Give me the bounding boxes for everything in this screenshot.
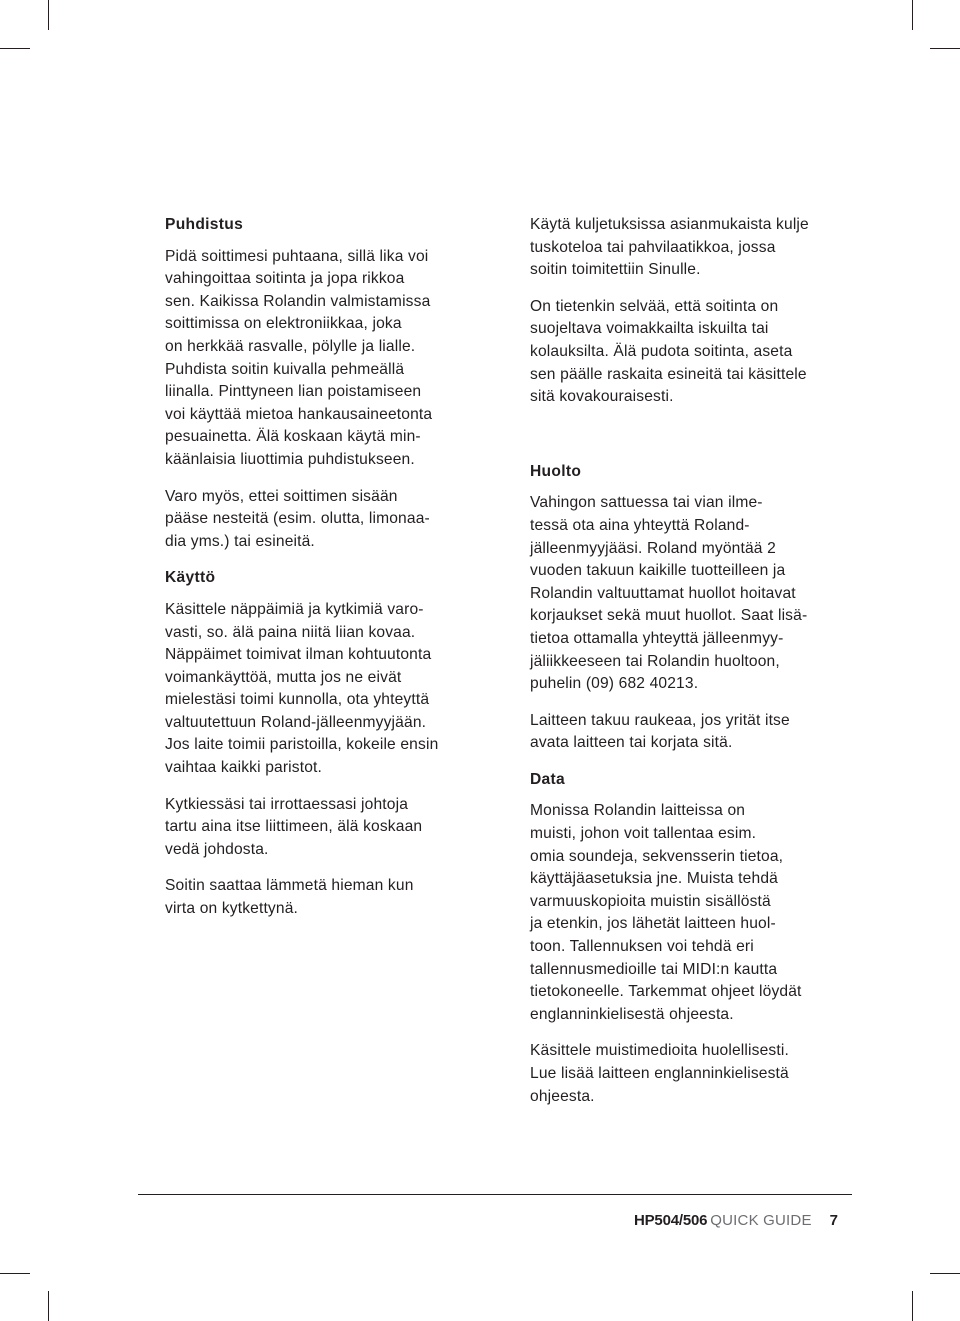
text-line: pesuainetta. Älä koskaan käytä min- [165,428,421,446]
right-column [530,214,860,1108]
text-line: sen. Kaikissa Rolandin valmistamissa [165,292,431,310]
text-line: vuoden takuun kaikille tuotteilleen ja [530,562,786,580]
section-kaytto [165,567,495,920]
text-line: Käytä kuljetuksissa asianmukaista kulje [530,216,809,233]
text-line: jälleenmyyjääsi. Roland myöntää 2 [530,539,776,557]
footer-model: HP504/506 [634,1212,708,1229]
text-line: Pidä soittimesi puhtaana, sillä lika voi [165,247,429,265]
text-line: virta on kytkettynä. [165,900,299,918]
text-line: soitin toimitettiin Sinulle. [530,261,701,279]
text-line: voimankäyttöä, mutta jos ne eivät [165,668,402,686]
text-line: tuskoteloa tai pahvilaatikkoa, jossa [530,238,776,256]
text-line: ja etenkin, jos lähetät laitteen huol- [530,915,776,933]
text-line: suojeltava voimakkailta iskuilta tai [530,320,769,338]
text-line: vasti, so. älä paina niitä liian kovaa. [165,623,416,641]
text-line: kolauksilta. Älä pudota soitinta, aseta [530,342,793,360]
text-line: vaihtaa kaikki paristot. [165,759,323,777]
section-data [530,769,860,1108]
text-line: Jos laite toimii paristoilla, kokeile ensin [165,736,439,754]
paragraph [165,486,495,554]
text-line: tietoa ottamalla yhteyttä jälleenmyy- [530,629,784,647]
section-heading: Huolto [530,462,582,480]
text-line: muisti, johon voit tallentaa esim. [530,825,757,843]
text-line: Laitteen takuu raukeaa, jos yrität itse [530,711,790,729]
text-line: ohjeesta. [530,1087,595,1105]
text-line: puhelin (09) 682 40213. [530,675,699,693]
section-huolto [530,461,860,755]
text-line: käyttäjäasetuksia jne. Muista tehdä [530,870,778,888]
paragraph [530,492,860,695]
text-line: soittimissa on elektroniikkaa, joka [165,315,402,333]
crop-mark [48,0,49,30]
crop-mark [48,1291,49,1321]
text-line: englanninkielisestä ohjeesta. [530,1005,734,1023]
page-number: 7 [829,1212,838,1229]
text-line: Varo myös, ettei soittimen sisään [165,487,398,505]
text-line: sen päälle raskaita esineitä tai käsittele [530,365,807,383]
text-line: Käsittele näppäimiä ja kytkimiä varo- [165,600,424,618]
text-line: sitä kovakouraisesti. [530,388,674,406]
paragraph [530,214,860,282]
text-line: tessä ota aina yhteyttä Roland- [530,516,750,534]
text-line: tartu aina itse liittimeen, älä koskaan [165,818,423,836]
text-line: jäliikkeeseen tai Rolandin huoltoon, [530,652,780,670]
section-heading: Puhdistus [165,216,244,233]
paragraph [165,794,495,862]
crop-mark [930,48,960,49]
text-line: on herkkää rasvalle, pölylle ja lialle. [165,337,416,355]
text-line: Näppäimet toimivat ilman kohtuutonta [165,646,432,664]
text-line: On tietenkin selvää, että soitinta on [530,297,779,315]
section-puhdistus [165,214,495,553]
text-line: Käsittele muistimedioita huolellisesti. [530,1042,789,1060]
paragraph [530,1040,860,1108]
crop-mark [0,48,30,49]
paragraph [530,710,860,755]
text-line: omia soundeja, sekvensserin tietoa, [530,847,784,865]
text-line: varmuuskopioita muistin sisällöstä [530,892,771,910]
text-line: korjaukset sekä muut huollot. Saat lisä- [530,607,808,625]
text-line: toon. Tallennuksen voi tehdä eri [530,938,754,956]
text-line: käänlaisia liuottimia puhdistukseen. [165,450,415,468]
text-line: Kytkiessäsi tai irrottaessasi johtoja [165,795,409,813]
footer-guide-label: QUICK GUIDE [710,1212,812,1229]
crop-mark [912,0,913,30]
text-line: valtuutettuun Roland-jälleenmyyjään. [165,713,427,731]
crop-mark [0,1273,30,1274]
text-line: vahingoittaa soitinta ja jopa rikkoa [165,270,405,288]
text-line: pääse nesteitä (esim. olutta, limonaa- [165,510,430,528]
text-line: Monissa Rolandin laitteissa on [530,802,746,820]
crop-mark [912,1291,913,1321]
paragraph [530,296,860,409]
paragraph [530,800,860,1026]
paragraph [165,875,495,920]
text-line: Lue lisää laitteen englanninkielisestä [530,1065,789,1082]
text-line: tallennusmedioille tai MIDI:n kautta [530,960,778,978]
page-footer [634,1211,838,1231]
text-line: Rolandin valtuuttamat huollot hoitavat [530,584,796,602]
text-line: Puhdista soitin kuivalla pehmeällä [165,360,405,378]
section-kuljetus [530,214,860,409]
text-line: avata laitteen tai korjata sitä. [530,734,733,752]
section-heading: Käyttö [165,569,216,587]
text-line: Soitin saattaa lämmetä hieman kun [165,877,414,895]
text-line: dia yms.) tai esineitä. [165,532,315,550]
text-line: Vahingon sattuessa tai vian ilme- [530,494,763,512]
text-line: mielestäsi toimi kunnolla, ota yhteyttä [165,691,430,709]
crop-mark [930,1273,960,1274]
paragraph [165,599,495,780]
section-heading: Data [530,770,565,788]
footer-divider [138,1194,852,1195]
left-column [165,214,495,921]
paragraph [165,246,495,472]
text-line: vedä johdosta. [165,840,269,858]
text-line: tietokoneelle. Tarkemmat ohjeet löydät [530,983,802,1001]
text-line: liinalla. Pinttyneen lian poistamiseen [165,383,422,401]
text-line: voi käyttää mietoa hankausaineetonta [165,405,433,423]
